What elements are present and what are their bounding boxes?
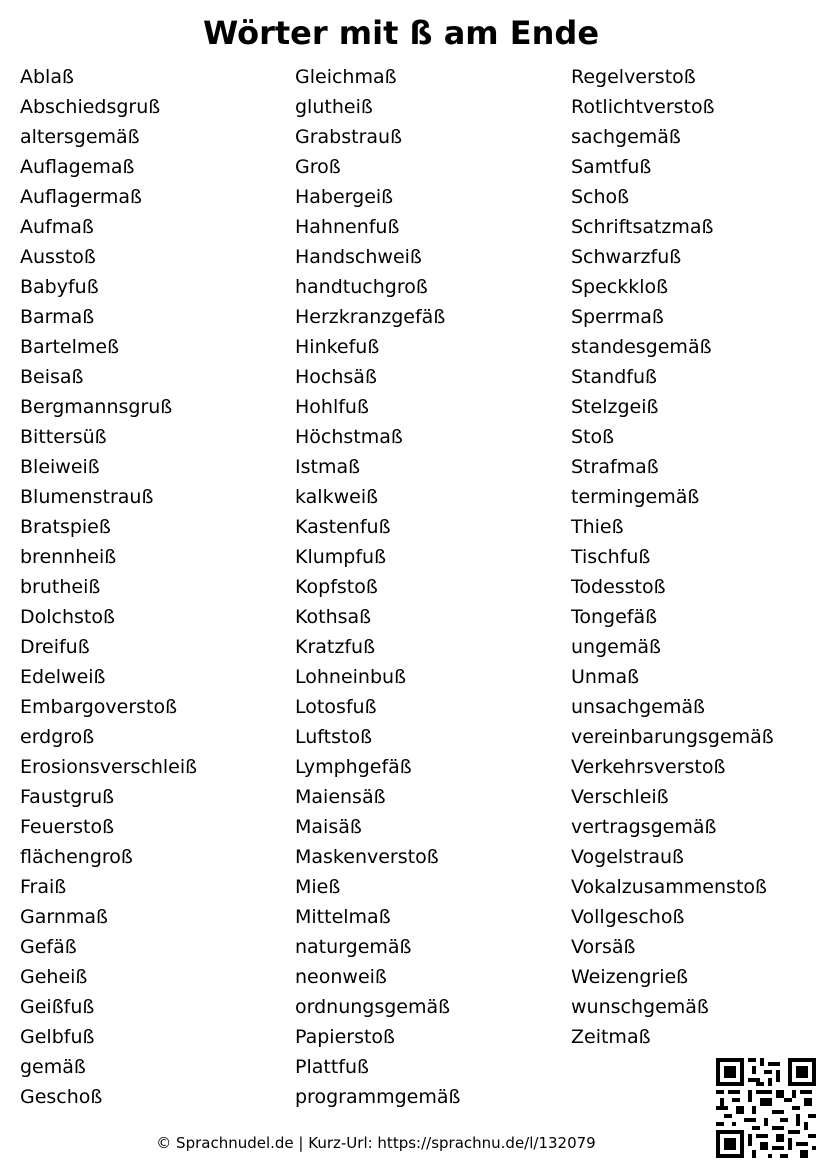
word-item: Thieß bbox=[571, 516, 624, 538]
word-item: Hahnenfuß bbox=[295, 216, 400, 238]
word-item: Luftstoß bbox=[295, 726, 373, 748]
word-item: brennheiß bbox=[20, 546, 117, 568]
word-item: Gefäß bbox=[20, 936, 77, 958]
word-item: Mittelmaß bbox=[295, 906, 391, 928]
word-item: sachgemäß bbox=[571, 126, 681, 148]
word-item: Höchstmaß bbox=[295, 426, 403, 448]
word-column-1 bbox=[20, 62, 197, 1112]
word-item: Babyfuß bbox=[20, 276, 99, 298]
word-item: Kastenfuß bbox=[295, 516, 391, 538]
word-item: neonweiß bbox=[295, 966, 387, 988]
word-item: Standfuß bbox=[571, 366, 657, 388]
word-item: unsachgemäß bbox=[571, 696, 705, 718]
word-item: Speckkloß bbox=[571, 276, 669, 298]
word-item: Vorsäß bbox=[571, 936, 636, 958]
word-item: Stelzgeiß bbox=[571, 396, 659, 418]
word-item: Lohneinbuß bbox=[295, 666, 407, 688]
word-item: Todesstoß bbox=[571, 576, 666, 598]
word-item: Garnmaß bbox=[20, 906, 109, 928]
word-item: Abschiedsgruß bbox=[20, 96, 161, 118]
word-item: Geißfuß bbox=[20, 996, 95, 1018]
word-item: vertragsgemäß bbox=[571, 816, 717, 838]
word-item: Weizengrieß bbox=[571, 966, 689, 988]
word-item: Geheiß bbox=[20, 966, 88, 988]
word-item: Rotlichtverstoß bbox=[571, 96, 715, 118]
word-item: ordnungsgemäß bbox=[295, 996, 451, 1018]
word-item: Dolchstoß bbox=[20, 606, 115, 628]
word-item: Bartelmeß bbox=[20, 336, 120, 358]
word-item: Ablaß bbox=[20, 66, 74, 88]
page-title: Wörter mit ß am Ende bbox=[202, 14, 600, 52]
word-item: vereinbarungsgemäß bbox=[571, 726, 774, 748]
word-item: Vogelstrauß bbox=[571, 846, 684, 868]
word-item: Vokalzusammenstoß bbox=[571, 876, 767, 898]
word-item: Papierstoß bbox=[295, 1026, 396, 1048]
word-item: Groß bbox=[295, 156, 341, 178]
word-column-3 bbox=[571, 62, 774, 1052]
word-item: erdgroß bbox=[20, 726, 95, 748]
word-item: Schriftsatzmaß bbox=[571, 216, 714, 238]
word-item: Ausstoß bbox=[20, 246, 96, 268]
word-item: Maskenverstoß bbox=[295, 846, 439, 868]
word-item: Grabstrauß bbox=[295, 126, 403, 148]
footer-credit: © Sprachnudel.de | Kurz-Url: https://sprachnu.de/l/132079 bbox=[156, 1134, 596, 1152]
word-item: Mieß bbox=[295, 876, 341, 898]
word-item: Strafmaß bbox=[571, 456, 659, 478]
word-item: Handschweiß bbox=[295, 246, 422, 268]
word-item: Gleichmaß bbox=[295, 66, 397, 88]
word-item: Dreifuß bbox=[20, 636, 90, 658]
word-item: ungemäß bbox=[571, 636, 661, 658]
word-item: Auflagemaß bbox=[20, 156, 135, 178]
word-item: Lotosfuß bbox=[295, 696, 377, 718]
word-item: Istmaß bbox=[295, 456, 361, 478]
word-item: brutheiß bbox=[20, 576, 101, 598]
word-item: gemäß bbox=[20, 1056, 86, 1078]
word-item: Kratzfuß bbox=[295, 636, 376, 658]
word-item: Bleiweiß bbox=[20, 456, 100, 478]
word-item: standesgemäß bbox=[571, 336, 712, 358]
word-column-2 bbox=[295, 62, 460, 1112]
word-item: handtuchgroß bbox=[295, 276, 428, 298]
word-item: wunschgemäß bbox=[571, 996, 709, 1018]
word-item: Blumenstrauß bbox=[20, 486, 154, 508]
word-item: Schwarzfuß bbox=[571, 246, 682, 268]
word-item: Beisaß bbox=[20, 366, 84, 388]
word-item: Herzkranzgefäß bbox=[295, 306, 446, 328]
word-item: Edelweiß bbox=[20, 666, 106, 688]
word-item: Maisäß bbox=[295, 816, 362, 838]
word-item: altersgemäß bbox=[20, 126, 140, 148]
word-item: Lymphgefäß bbox=[295, 756, 412, 778]
word-item: programmgemäß bbox=[295, 1086, 461, 1108]
word-item: Zeitmaß bbox=[571, 1026, 651, 1048]
word-item: Kothsaß bbox=[295, 606, 372, 628]
word-item: Vollgeschoß bbox=[571, 906, 685, 928]
word-item: Samtfuß bbox=[571, 156, 652, 178]
word-item: Verkehrsverstoß bbox=[571, 756, 726, 778]
word-item: Unmaß bbox=[571, 666, 640, 688]
word-item: Verschleiß bbox=[571, 786, 669, 808]
word-item: Erosionsverschleiß bbox=[20, 756, 198, 778]
word-item: Bratspieß bbox=[20, 516, 111, 538]
word-item: Barmaß bbox=[20, 306, 95, 328]
word-item: Hohlfuß bbox=[295, 396, 369, 418]
word-item: Aufmaß bbox=[20, 216, 94, 238]
word-item: Fraiß bbox=[20, 876, 67, 898]
word-item: Auflagermaß bbox=[20, 186, 142, 208]
word-item: Habergeiß bbox=[295, 186, 394, 208]
word-item: termingemäß bbox=[571, 486, 700, 508]
word-item: Tischfuß bbox=[571, 546, 651, 568]
word-item: Bittersüß bbox=[20, 426, 107, 448]
word-item: Gelbfuß bbox=[20, 1026, 95, 1048]
word-item: Maiensäß bbox=[295, 786, 386, 808]
word-item: naturgemäß bbox=[295, 936, 412, 958]
word-item: Feuerstoß bbox=[20, 816, 115, 838]
word-item: flächengroß bbox=[20, 846, 133, 868]
word-item: Geschoß bbox=[20, 1086, 103, 1108]
word-item: glutheiß bbox=[295, 96, 373, 118]
word-item: Hinkefuß bbox=[295, 336, 380, 358]
word-item: Embargoverstoß bbox=[20, 696, 178, 718]
word-item: Tongefäß bbox=[571, 606, 658, 628]
word-item: Regelverstoß bbox=[571, 66, 696, 88]
word-item: Plattfuß bbox=[295, 1056, 369, 1078]
word-item: Schoß bbox=[571, 186, 630, 208]
word-item: kalkweiß bbox=[295, 486, 379, 508]
word-item: Kopfstoß bbox=[295, 576, 378, 598]
word-item: Stoß bbox=[571, 426, 615, 448]
word-item: Faustgruß bbox=[20, 786, 115, 808]
word-item: Sperrmaß bbox=[571, 306, 664, 328]
word-item: Hochsäß bbox=[295, 366, 377, 388]
word-item: Bergmannsgruß bbox=[20, 396, 173, 418]
word-item: Klumpfuß bbox=[295, 546, 387, 568]
